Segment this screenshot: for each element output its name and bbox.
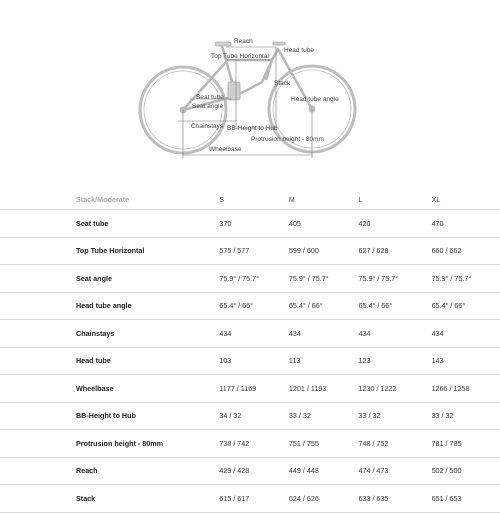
- row-label: Stack: [0, 485, 219, 513]
- diagram-label-head-tube: Head tube: [284, 47, 314, 54]
- row-label: Chainstays: [0, 320, 219, 348]
- table-row: [0, 457, 500, 485]
- bike-geometry-svg: [0, 0, 500, 170]
- row-label: Protrusion height - 80mm: [0, 430, 219, 458]
- row-value: 599 / 600: [289, 237, 359, 265]
- diagram-label-protrusion: Protrusion height - 80mm: [251, 136, 324, 143]
- table-row: [0, 430, 500, 458]
- diagram-label-top-tube: Top Tube Horizontal: [211, 53, 269, 60]
- table-row: [0, 485, 500, 513]
- diagram-label-bb-height: BB-Height to Hub: [227, 125, 278, 132]
- row-value: 113: [289, 347, 359, 375]
- row-value: 75.9° / 75.7°: [219, 265, 289, 293]
- frame-details: [215, 42, 285, 100]
- row-value: 65.4° / 66°: [219, 292, 289, 320]
- row-label: Seat angle: [0, 265, 219, 293]
- row-value: 1266 / 1258: [432, 375, 500, 403]
- row-value: 370: [219, 210, 289, 238]
- row-value: 1230 / 1222: [358, 375, 431, 403]
- row-label: Reach: [0, 457, 219, 485]
- row-value: 781 / 785: [432, 430, 500, 458]
- row-value: 751 / 755: [289, 430, 359, 458]
- geometry-table: [0, 189, 500, 513]
- row-value: 748 / 752: [358, 430, 431, 458]
- row-value: 405: [289, 210, 359, 238]
- row-value: 123: [358, 347, 431, 375]
- row-value: 434: [432, 320, 500, 348]
- row-label: BB-Height to Hub: [0, 402, 219, 430]
- row-value: 470: [432, 210, 500, 238]
- row-value: 429 / 428: [219, 457, 289, 485]
- row-value: 633 / 635: [358, 485, 431, 513]
- diagram-label-wheelbase: Wheelbase: [209, 146, 242, 153]
- header-label: Stack/Moderate: [0, 189, 219, 210]
- row-value: 434: [219, 320, 289, 348]
- row-value: 449 / 448: [289, 457, 359, 485]
- row-value: 103: [219, 347, 289, 375]
- row-value: 75.9° / 75.7°: [358, 265, 431, 293]
- header-size-xl: XL: [432, 189, 500, 210]
- row-value: 1177 / 1169: [219, 375, 289, 403]
- row-value: 75.9° / 75.7°: [289, 265, 359, 293]
- header-size-l: L: [358, 189, 431, 210]
- row-label: Head tube angle: [0, 292, 219, 320]
- row-value: 143: [432, 347, 500, 375]
- row-label: Wheelbase: [0, 375, 219, 403]
- row-value: 575 / 577: [219, 237, 289, 265]
- row-value: 627 / 628: [358, 237, 431, 265]
- row-value: 434: [358, 320, 431, 348]
- diagram-label-reach: Reach: [234, 38, 253, 45]
- row-label: Seat tube: [0, 210, 219, 238]
- header-size-s: S: [219, 189, 289, 210]
- row-value: 33 / 32: [289, 402, 359, 430]
- table-header-row: [0, 189, 500, 210]
- row-value: 65.4° / 66°: [358, 292, 431, 320]
- row-value: 660 / 662: [432, 237, 500, 265]
- bike-geometry-diagram: [0, 0, 500, 170]
- diagram-label-chainstays: Chainstays: [191, 123, 224, 130]
- row-value: 33 / 32: [358, 402, 431, 430]
- row-value: 1201 / 1193: [289, 375, 359, 403]
- row-value: 420: [358, 210, 431, 238]
- diagram-label-seat-angle: Seat angle: [192, 103, 224, 110]
- row-value: 502 / 500: [432, 457, 500, 485]
- row-value: 651 / 653: [432, 485, 500, 513]
- row-value: 65.4° / 66°: [432, 292, 500, 320]
- table-row: [0, 237, 500, 265]
- header-size-m: M: [289, 189, 359, 210]
- row-value: 624 / 626: [289, 485, 359, 513]
- row-value: 33 / 32: [432, 402, 500, 430]
- row-value: 65.4° / 66°: [289, 292, 359, 320]
- table-row: [0, 320, 500, 348]
- table-row: [0, 402, 500, 430]
- table-row: [0, 375, 500, 403]
- row-label: Top Tube Horizontal: [0, 237, 219, 265]
- row-value: 34 / 32: [219, 402, 289, 430]
- row-value: 615 / 617: [219, 485, 289, 513]
- diagram-label-stack: Stack: [274, 80, 291, 87]
- row-label: Head tube: [0, 347, 219, 375]
- table-row: [0, 292, 500, 320]
- row-value: 738 / 742: [219, 430, 289, 458]
- diagram-label-seat-tube: Seat tube: [196, 94, 224, 101]
- table-row: [0, 265, 500, 293]
- row-value: 434: [289, 320, 359, 348]
- row-value: 474 / 473: [358, 457, 431, 485]
- table-row: [0, 210, 500, 238]
- row-value: 75.9° / 75.7°: [432, 265, 500, 293]
- diagram-label-head-tube-angle: Head tube angle: [291, 96, 339, 103]
- table-row: [0, 347, 500, 375]
